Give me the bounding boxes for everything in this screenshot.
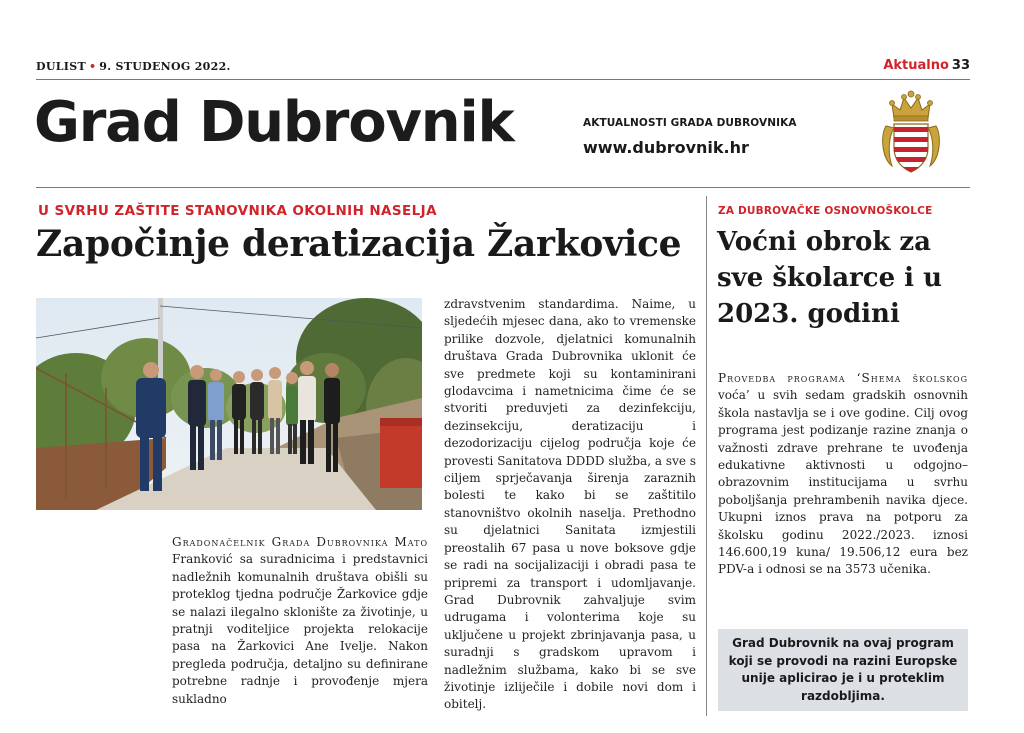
publication-name: DULIST — [36, 60, 86, 73]
main-article-column-1-text: Franković sa suradnicima i predstavnici nadležnih komunalnih društava obišli su proteklog tjedna područje Žarkovice gdje se nalazi ilegalno sklonište za životinje, u pratnji voditeljice projekta relokacije pasa na Žarkovici Ane Ivelje. Nakon pregleda područja, detaljno su definirane potrebne radnje i provođenje mjera sukladno — [172, 552, 428, 706]
main-article-column-1 — [172, 534, 428, 708]
side-article-body-text: voća’ u svih sedam gradskih osnovnih škola nastavlja se i ove godine. Cilj ovog programa jest podizanje razine znanja o važnosti zdrave prehrane te uvođenja edukativne aktivnosti u odgojno–obrazovnim institucijama u svrhu poboljšanja prehrambenih navika djece. Ukupni iznos prava na potporu za školsku godinu 2022./2023. iznosi 146.600,19 kuna/ 19.506,12 eura bez PDV-a i odnosi se na 3573 učenika. — [718, 388, 968, 577]
main-article-lead-caps: Gradonačelnik Grada Dubrovnika Mato — [172, 535, 428, 549]
issue-date: 9. STUDENOG 2022. — [99, 60, 231, 73]
side-article-lead-caps: Provedba programa ‘Shema školskog — [718, 371, 968, 385]
separator-dot: • — [88, 60, 97, 73]
side-article-headline: Voćni obrok za sve školarce i u 2023. godini — [717, 227, 943, 329]
masthead-rule — [36, 187, 970, 188]
main-article-headline: Započinje deratizacija Žarkovice — [36, 223, 682, 265]
article-photo — [36, 298, 422, 510]
section-name: Aktualno — [883, 58, 949, 73]
masthead-subtitle: AKTUALNOSTI GRADA DUBROVNIKA — [583, 117, 797, 129]
side-article-highlight-box: Grad Dubrovnik na ovaj program koji se provodi na razini Europske unije aplicirao je i u proteklim razdobljima. — [718, 629, 968, 711]
main-article-column-2: zdravstvenim standardima. Naime, u sljedećih mjesec dana, ako to vremenske prilike dozvole, djelatnici komunalnih društava Grada Dubrovnika uklonit će sve predmete koji su kontaminirani glodavcima i nametnicima čime će se stvoriti preduvjeti za dezinfekciju, dezinsekciju, deratizaciju i dezodorizaciju cijelog područja koje će provesti Sanitatova DDDD služba, a sve s ciljem sprječavanja širenja zaraznih bolesti te kako bi se zaštitilo stanovništvo okolnih naselja. Prethodno su djelatnici Sanitata izmjestili preostalih 67 pasa u nove boksove gdje se radi na socijalizaciji i obradi pasa te pripremi za transport i udomljavanje. Grad Dubrovnik zahvaljuje svim udrugama i volonterima koje su uključene u projekt zbrinjavanja pasa, u suradnji s gradskom upravom i nadležnim službama, kako bi se sve životinje izliječile i dobile novi dom i obitelj. — [444, 297, 696, 712]
side-article-kicker: ZA DUBROVAČKE OSNOVNOŠKOLCE — [718, 205, 933, 217]
column-divider — [706, 196, 707, 716]
publication-info — [36, 60, 231, 73]
section-page — [883, 58, 970, 73]
masthead-url[interactable]: www.dubrovnik.hr — [583, 138, 749, 157]
top-rule — [36, 79, 970, 80]
page-number: 33 — [951, 58, 970, 73]
main-article-kicker: U SVRHU ZAŠTITE STANOVNIKA OKOLNIH NASELJA — [38, 203, 437, 219]
top-bar — [36, 60, 970, 78]
masthead-title: Grad Dubrovnik — [34, 90, 514, 155]
side-article-body — [718, 370, 968, 579]
dubrovnik-coat-of-arms-icon — [880, 88, 942, 178]
